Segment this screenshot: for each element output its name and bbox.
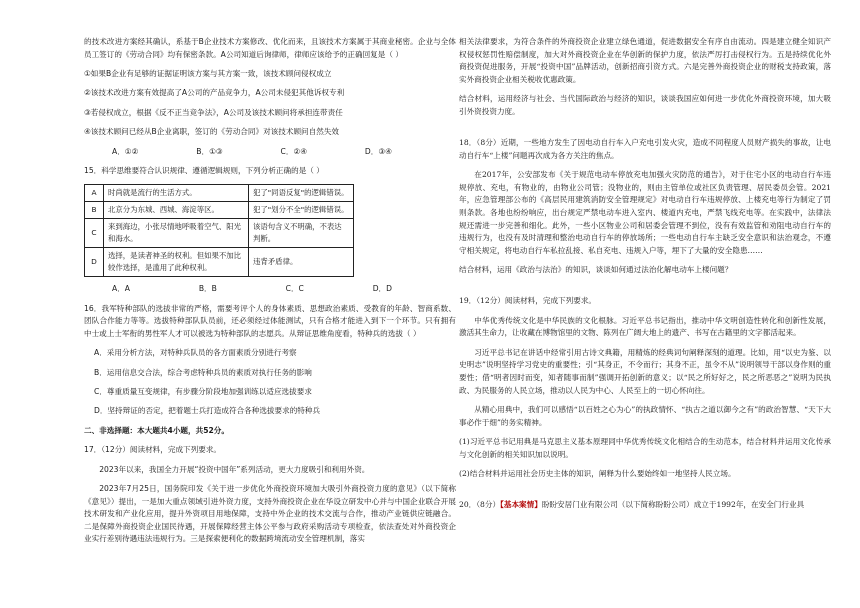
q15-stem: 15．科学思维要符合认识规律、遵循逻辑规则，下列分析正确的是（ ）: [84, 165, 324, 175]
table-row: [85, 202, 354, 219]
q17-stem: 17．（12分）阅读材料，完成下列要求。: [84, 445, 222, 455]
q18-requirement: 结合材料，运用《政治与法治》的知识，谈谈如何通过法治化解电动车上楼问题？: [459, 265, 733, 275]
q20-stem: [459, 499, 831, 512]
table-row: [85, 248, 354, 277]
q14-option-2: ②该技术改进方案有效提高了A公司的产品竞争力，A公司未侵犯其他诉权专利: [84, 88, 345, 98]
section-heading: 二、非选择题：本大题共4小题，共52分。: [84, 425, 229, 435]
q16-stem: 16．我军特种部队的选拔非常的严格，需要考评个人的身体素质、思想政治素质、受教育的年龄、智商系数、团队合作能力等等。选拔特种部队队员前，还必须经过体能测试，只有合格才能进入到下一个环节。只有拥有中士或上士军衔的男性军人才可以被选为特种部队的志愿兵。从辩证思维角度看，特种兵的选拔（ ）: [84, 303, 456, 338]
q19-paragraph: 中华优秀传统文化是中华民族的文化根脉。习近平总书记指出，推动中华文明创造性转化和创新性发展，激活其生命力，让收藏在博物馆里的文物、陈列在广阔大地上的遗产、书写在古籍里的文字都活起来。: [459, 315, 831, 338]
q14-option-1: ①如果B企业有足够的证据证明该方案与其方案一致，该技术顾问侵权成立: [84, 68, 332, 78]
q14-option-3: ③若侵权成立，根据《反不正当竞争法》，A公司及该技术顾问将承担连带责任: [84, 107, 343, 117]
q14-choice-d: D．③④: [364, 146, 392, 156]
q15-choices: [84, 283, 392, 296]
q15-table: [84, 184, 354, 277]
left-column: [84, 36, 456, 553]
q16-option-b: B．运用信息交合法，综合考虑特种兵员的素质对执行任务的影响: [94, 367, 312, 377]
table-row: [85, 219, 354, 248]
q15-row-letter: C: [85, 219, 104, 248]
q19-requirement-2: (2)结合材料并运用社会历史主体的知识，阐释为什么要始终如一地坚持人民立场。: [459, 469, 736, 478]
q15-choice-a: A．A: [112, 284, 130, 294]
q15-row-content: 北京分为东城、西城、海淀等区。: [104, 202, 249, 219]
q19-paragraph: 习近平总书记在讲话中经常引用古诗文典籍，用精炼的经典词句阐释深刻的道理。比如，用“以史为鉴、以史明志”说明坚持学习党史的重要性；引“其身正，不令而行；其身不正，虽令不从”说明领导干部以身作则的重要性；借“明者因时而变，知者随事而制”强调开拓创新的意义；以“民之所好好之，民之所恶恶之”说明为民执政、为民服务的人民立场，推动以人民为中心、人民至上的一切心怀向往。: [459, 347, 831, 395]
q15-choice-b: B．B: [198, 284, 217, 294]
q15-row-analysis: 犯了"划分不全"的逻辑错误。: [249, 202, 354, 219]
q15-row-content: 时尚就是流行的生活方式。: [104, 185, 249, 202]
q18-paragraph: 在2017年，公安部发布《关于规范电动车停放充电加强火灾防范的通告》，对于住宅小区的电动自行车违规停放、充电，有物业的，由物业公司管；没物业的，则由主管单位或社区负责管理、居民委员会管。2021年，应急管理部公布的《高层民用建筑消防安全管理规定》对电动自行车违规停放、上楼充电等行为制定了罚则条款。各地也纷纷响应，出台规定严禁电动车进入室内、楼道内充电，严禁飞线充电等。在实践中，法律法规还需进一步完善和细化。此外，一些小区物业公司和居委会管理不到位，没有有效监管和劝阻电动自行车的违规行为，也没有及时清理和整治电动自行车的停放场所；一些电动自行车主缺乏安全意识和法治观念，不遵守相关规定，将电动自行车私拉乱接、私自充电、违规入户等，埋下了大量的安全隐患……: [459, 170, 831, 255]
q20-case-tag: 【基本案情】: [500, 500, 542, 510]
q14-option-4: ④该技术顾问已经从B企业离职，签订的《劳动合同》对该技术顾问自然失效: [84, 127, 340, 137]
q15-row-analysis: 该语句含义不明确，不表达判断。: [249, 219, 354, 248]
q14-choices: [84, 146, 392, 159]
q17-requirement: 结合材料，运用经济与社会、当代国际政治与经济的知识，谈谈我国应如何进一步优化外商投资环境，加大吸引外资投资力度。: [459, 94, 831, 116]
q15-row-content: 选择，是读者神圣的权利。但如果不加比较作选择，是滥用了此种权利。: [104, 248, 249, 277]
q16-option-a: A．采用分析方法，对特种兵队员的各方面素质分别进行考察: [94, 348, 297, 358]
q16-option-c: C．尊重质量互变规律，有步骤分阶段地加强训练以适应选拔要求: [94, 387, 312, 397]
q15-row-analysis: 犯了"同语反复"的逻辑错误。: [249, 185, 354, 202]
q14-choice-a: A．①②: [112, 146, 139, 156]
q20-text: 盼盼安居门业有限公司（以下简称盼盼公司）成立于1992年，在安全门行业具: [541, 500, 805, 510]
table-row: [85, 185, 354, 202]
q20-number: 20．（8分）: [459, 500, 501, 510]
q14-choice-b: B．①③: [196, 146, 223, 156]
q15-row-letter: D: [85, 248, 104, 277]
q19-paragraph: 从精心用典中，我们可以感悟“以百姓之心为心”的执政情怀、“执古之道以御今之有”的政治智慧、“天下大事必作于细”的务实精神。: [459, 405, 831, 427]
q15-row-content: 来到海边，小张尽情地呼吸着空气、阳光和海水。: [104, 219, 249, 248]
q14-continued-text: 的技术改进方案经其确认，系基于B企业技术方案修改、优化而来，且该技术方案属于其商业秘密。企业与全体员工签订的《劳动合同》均有保密条款。A公司知道后询律师，律师应该给予的正确回复是（ ）: [84, 37, 456, 59]
q15-row-letter: A: [85, 185, 104, 202]
right-column: [459, 36, 831, 519]
q15-choice-c: C．C: [285, 284, 304, 294]
q15-row-letter: B: [85, 202, 104, 219]
q17-continued-text: 相关法律要求，为符合条件的外商投资企业建立绿色通道，促进数据安全有序自由流动。四是建立健全知识产权侵权惩罚性赔偿制度，加大对外商投资企业在华创新的保护力度，依法严厉打击侵权行为。五是持续优化外商投资促进服务，开展“投资中国”品牌活动，创新招商引资方式。六是完善外商投资企业的财税支持政策，落实外商投资企业相关税收优惠政策。: [459, 37, 831, 84]
q14-choice-c: C．②④: [280, 146, 308, 156]
q17-paragraph: 2023年7月25日，国务院印发《关于进一步优化外商投资环境加大吸引外商投资力度的意见》（以下简称《意见》）提出，一是加大重点领域引进外资力度，支持外商投资企业在华设立研发中心并与中国企业联合开展技术研发和产业化应用，提升外资项目用地保障，支持中外企业的技术交流与合作，推动产业链供应链融合。二是保障外商投资企业国民待遇，开展保障经营主体公平参与政府采购活动专项检查，依法查处对外商投资企业实行差别待遇违法违规行为。三是探索便利化的数据跨境流动安全管理机制，落实: [84, 484, 456, 544]
q15-choice-d: D．D: [372, 284, 392, 294]
q18-stem: 18．（8分）近期，一些地方发生了因电动自行车入户充电引发火灾，造成不同程度人员财产损失的事故，让电动自行车“上楼”问题再次成为各方关注的焦点。: [459, 138, 831, 160]
q17-paragraph: 2023年以来，我国全力开展“投资中国年”系列活动，更大力度吸引和利用外资。: [99, 464, 370, 474]
q19-requirement-1: (1)习近平总书记用典是马克思主义基本原理同中华优秀传统文化相结合的生动范本，结合材料并运用文化传承与文化创新的相关知识加以说明。: [459, 437, 831, 459]
q19-stem: 19．（12分）阅读材料，完成下列要求。: [459, 296, 597, 306]
q16-option-d: D．坚持辩证的否定，把着题士兵打造成符合各种选拔要求的特种兵: [94, 406, 321, 416]
q15-row-analysis: 违背矛盾律。: [249, 248, 354, 277]
